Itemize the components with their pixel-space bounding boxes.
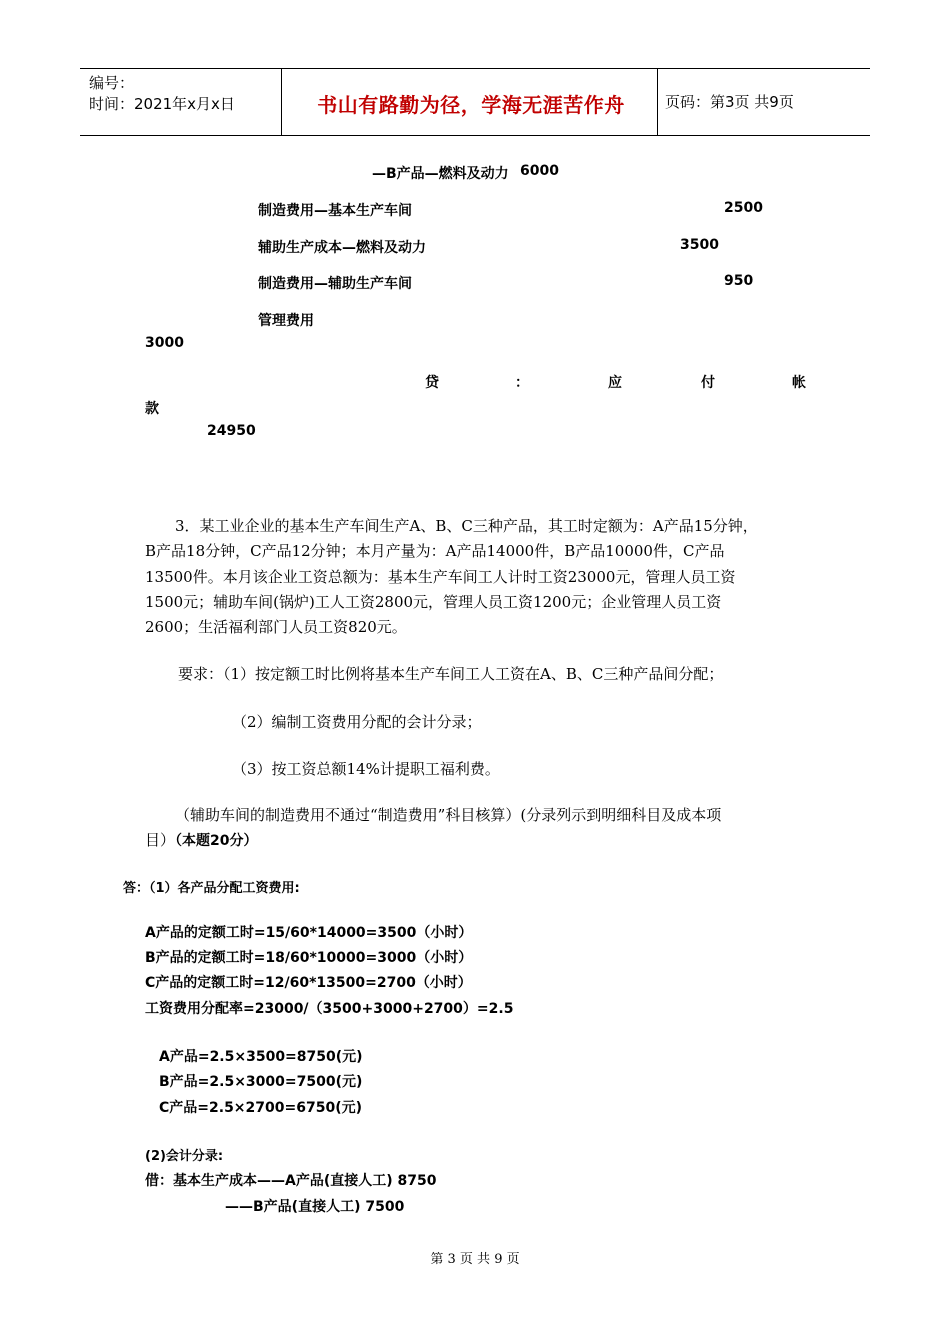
problem-text-line: 2600；生活福利部门人员工资820元。 [145,618,407,636]
journal-line: 借：基本生产成本——A产品(直接人工) 8750 [145,1173,437,1189]
entry-line-b-product: —B产品—燃料及动力 [372,166,509,182]
header-motto: 书山有路勤为径，学海无涯苦作舟 [317,93,625,117]
credit-char: 贷 [425,375,439,391]
entry-account: 辅助生产成本—燃料及动力 [258,240,426,256]
requirement-line: 要求：（1）按定额工时比例将基本生产车间工人工资在A、B、C三种产品间分配； [178,665,724,683]
entry-account: 制造费用—辅助生产车间 [258,276,412,292]
journal-heading: (2)会计分录: [145,1149,224,1164]
journal-line: ——B产品(直接人工) 7500 [225,1199,405,1215]
calc-line: A产品的定额工时=15/60*14000=3500（小时） [145,925,473,941]
page-indicator: 页码：第3页 共9页 [665,93,794,111]
problem-note-tail: 目） [145,831,176,849]
entry-account: 制造费用—基本生产车间 [258,203,412,219]
calc-line: 工资费用分配率=23000/（3500+3000+2700）=2.5 [145,1001,514,1017]
problem-text-line: 3．某工业企业的基本生产车间生产A、B、C三种产品，其工时定额为：A产品15分钟， [175,517,758,535]
problem-text-line: 13500件。本月该企业工资总额为：基本生产车间工人计时工资23000元，管理人员工资 [145,568,736,586]
entry-amount: 3000 [145,335,184,351]
credit-char: ： [515,375,529,391]
credit-char: 应 [608,375,622,391]
date-line: 时间：2021年x月x日 [89,95,235,113]
problem-score: （本题20分） [175,833,258,849]
page-footer: 第 3 页 共 9 页 [430,1252,520,1267]
problem-text-line: B产品18分钟，C产品12分钟；本月产量为：A产品14000件，B产品10000件，C产品 [145,542,725,560]
calc-line: B产品的定额工时=18/60*10000=3000（小时） [145,950,473,966]
alloc-line: A产品=2.5×3500=8750(元) [159,1049,363,1065]
credit-tail: 款 [145,401,159,417]
credit-char: 付 [701,375,715,391]
requirement-line: （3）按工资总额14%计提职工福利费。 [232,760,500,778]
header-meta [89,73,235,115]
problem-note: （辅助车间的制造费用不通过“制造费用”科目核算）(分录列示到明细科目及成本项 [175,806,722,824]
credit-amount: 24950 [207,423,256,439]
problem-note-end [145,829,258,850]
entry-amount: 6000 [520,163,559,179]
entry-amount: 2500 [724,200,763,216]
entry-amount: 3500 [680,237,719,253]
number-label: 编号： [89,74,135,92]
calc-line: C产品的定额工时=12/60*13500=2700（小时） [145,975,472,991]
entry-amount: 950 [724,273,754,289]
requirement-line: （2）编制工资费用分配的会计分录； [232,713,482,731]
page-header [80,68,870,136]
answer-heading: 答：（1）各产品分配工资费用: [123,881,300,896]
problem-text-line: 1500元；辅助车间(锅炉)工人工资2800元，管理人员工资1200元；企业管理人员工资 [145,593,722,611]
alloc-line: C产品=2.5×2700=6750(元) [159,1100,362,1116]
alloc-line: B产品=2.5×3000=7500(元) [159,1074,363,1090]
credit-char: 帐 [792,375,806,391]
entry-account: 管理费用 [258,313,314,329]
